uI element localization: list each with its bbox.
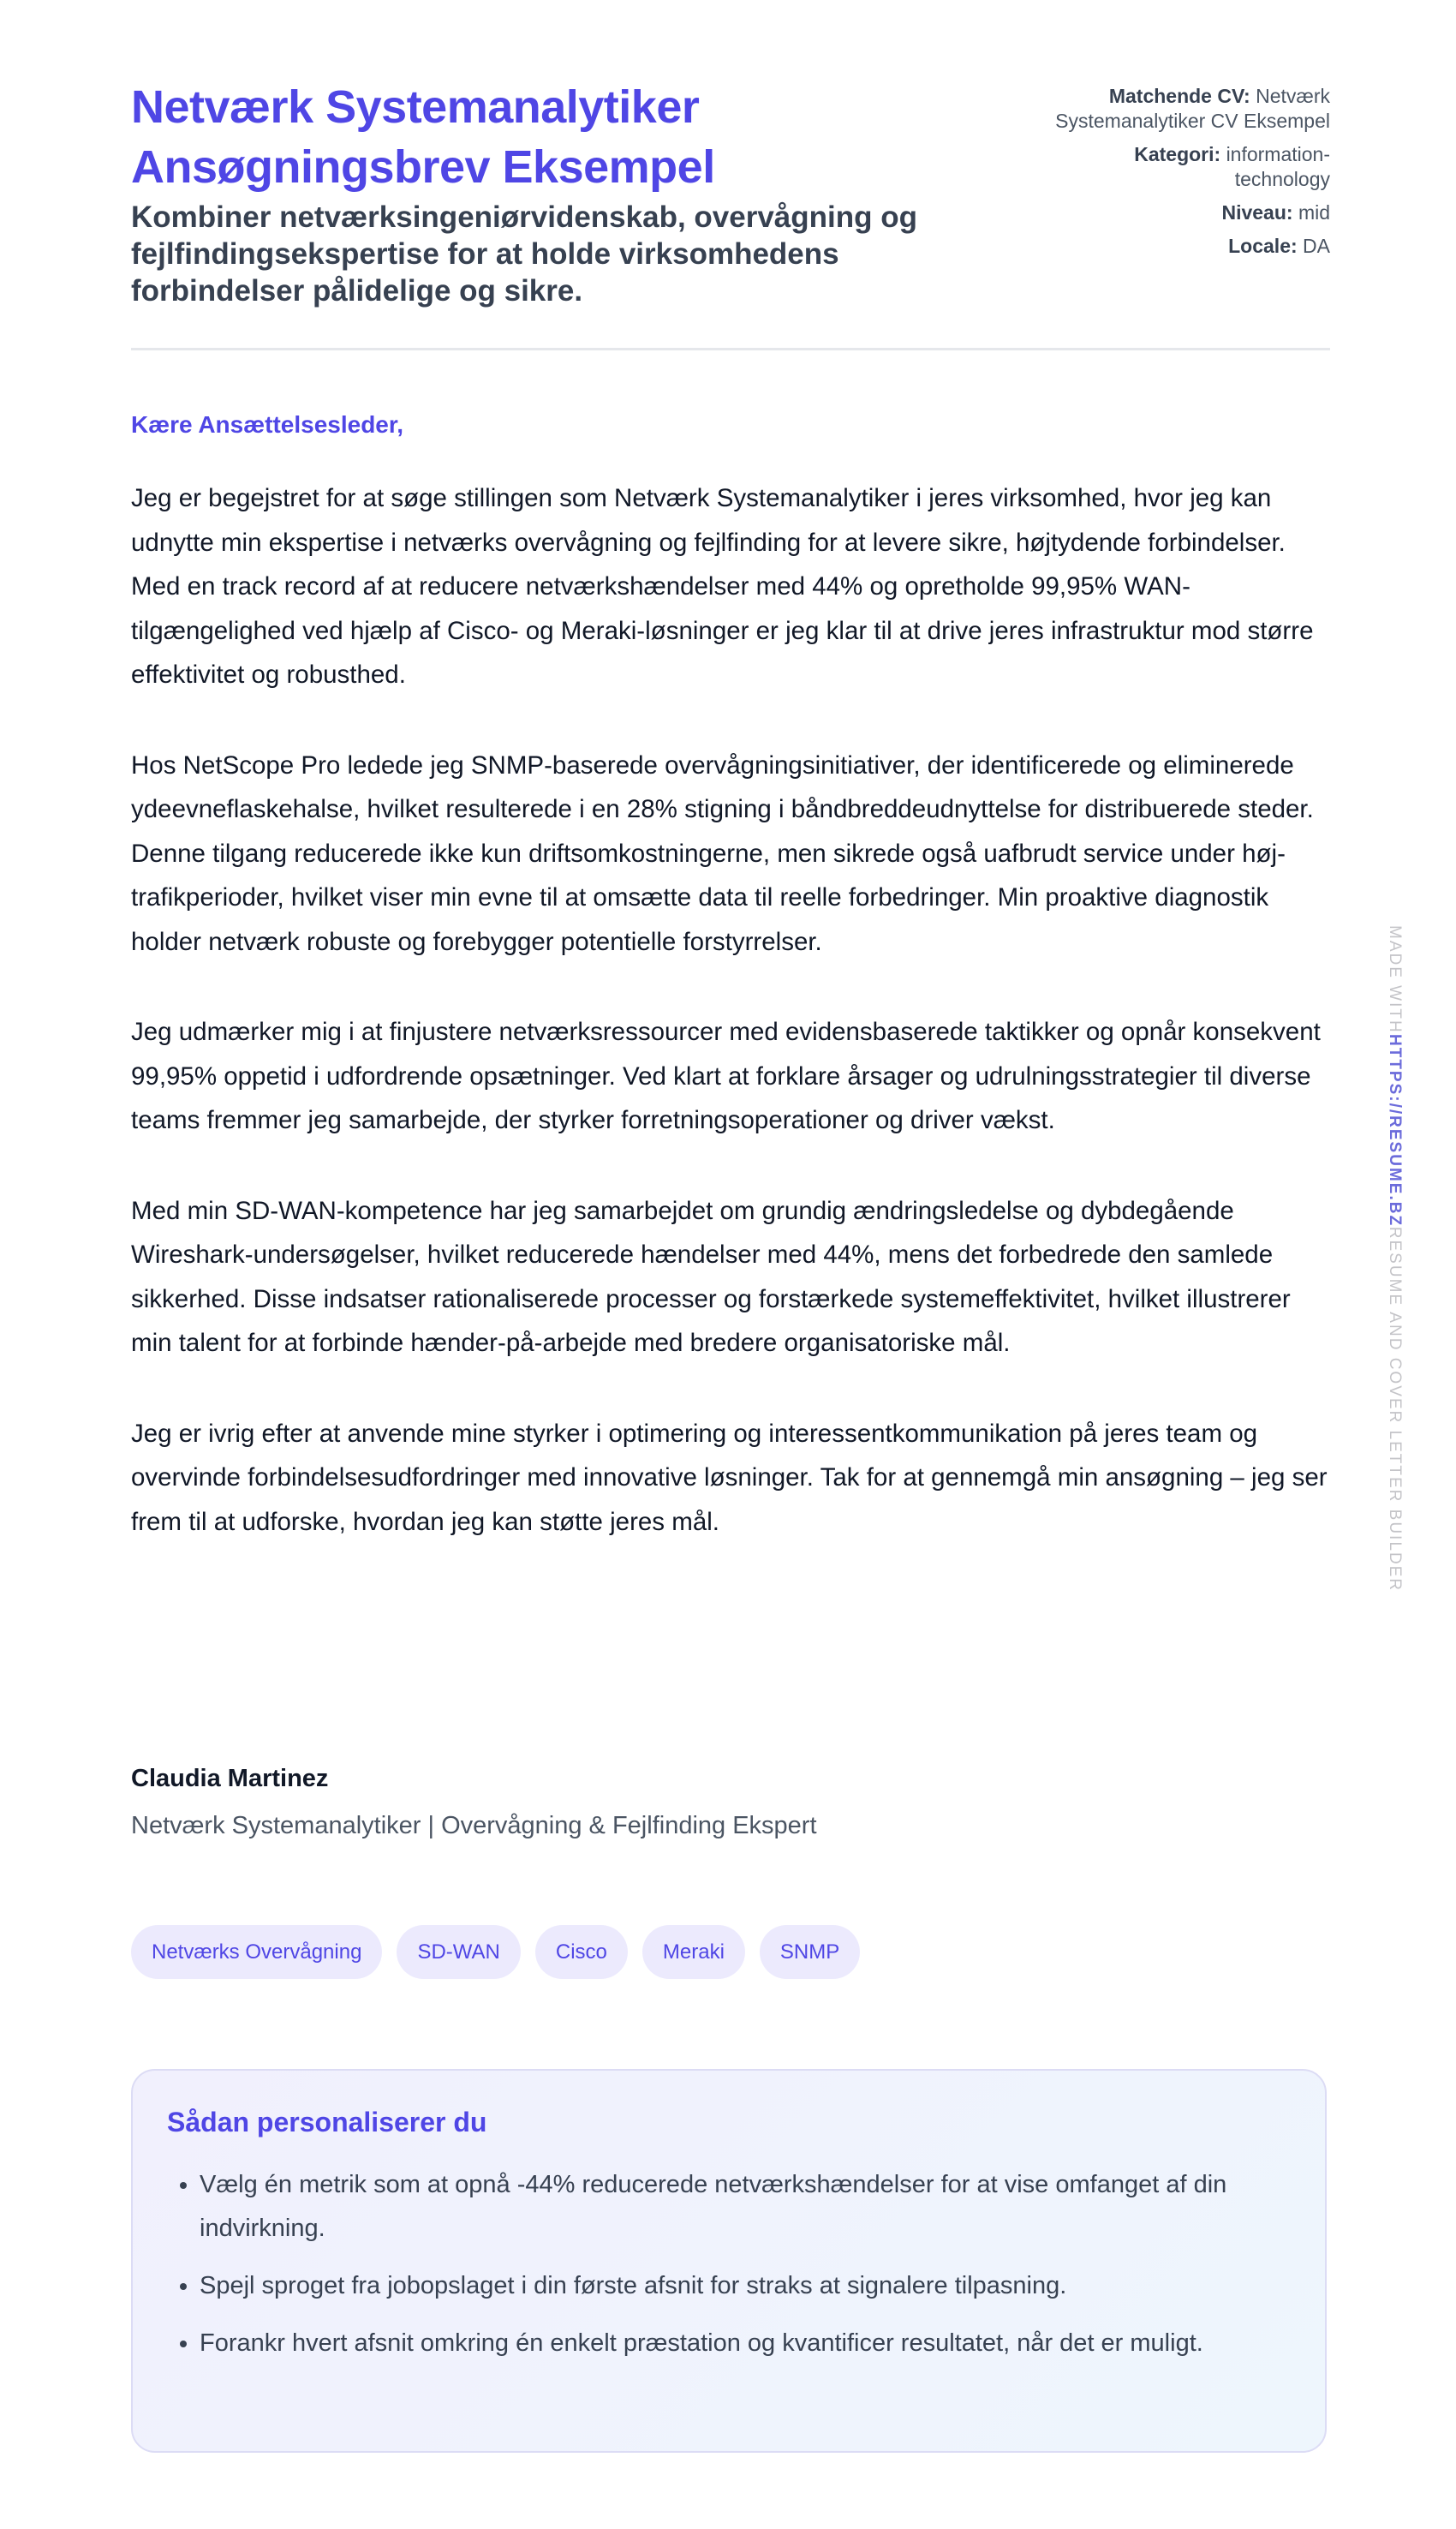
skill-tag: Meraki (642, 1925, 745, 1979)
personalization-tips (131, 2069, 1327, 2453)
paragraph: Jeg er ivrig efter at anvende mine styrker i optimering og interessentkommunikation på jeres team og overvinde forbindelsesudfordringer med innovative løsninger. Tak for at gennemgå min ansøgning – jeg ser frem til at udforske, hvordan jeg kan støtte jeres mål. (131, 1419, 1328, 1536)
cover-letter-page (131, 0, 1330, 2357)
meta-category: Kategori: information-technology (1134, 143, 1330, 190)
skill-tag: Netværks Overvågning (131, 1925, 382, 1979)
letter-body (131, 476, 1330, 1590)
signature (131, 1765, 817, 1840)
tip-item: • Forankr hvert afsnit omkring én enkelt præstation og kvantificer resultatet, når det er muligt. (200, 2322, 1304, 2365)
paragraph: Jeg er begejstret for at søge stillingen som Netværk Systemanalytiker i jeres virksomhed, hvor jeg kan udnytte min ekspertise i netværks overvågning og fejlfinding for at levere sikre, højtydende forbindelser. Med en track record af at reducere netværkshændelser med 44% og opretholde 99,95% WAN-tilgængelighed ved hjælp af Cisco- og Meraki-løsninger er jeg klar til at drive jeres infrastruktur mod større effektivitet og robusthed. (131, 484, 1314, 689)
skill-tag: Cisco (535, 1925, 628, 1979)
watermark: MADE WITHHTTPS://RESUME.BZRESUME AND COVER LETTER BUILDER (1386, 925, 1404, 1593)
title-line: Netværk Systemanalytiker (131, 81, 700, 133)
signature-name: Claudia Martinez (131, 1765, 329, 1792)
page-subtitle: Kombiner netværksingeniørvidenskab, overvågning og fejlfindingsekspertise for at holde virksomhedens forbindelser pålidelige og sikre. (131, 200, 917, 308)
page-title (131, 77, 988, 197)
tips-list (167, 2163, 1304, 2379)
paragraph: Hos NetScope Pro ledede jeg SNMP-baserede overvågningsinitiativer, der identificerede og eliminerede ydeevneflaskehalse, hvilket resulterede i en 28% stigning i båndbreddeudnyttelse for distribuerede steder. Denne tilgang reducerede ikke kun driftsomkostningerne, men sikrede også uafbrudt service under høj-trafikperioder, hvilket viser min evne til at omsætte data til reelle forbedringer. Min proaktive diagnostik holder netværk robuste og forebygger potentielle forstyrrelser. (131, 750, 1314, 956)
meta-level: Niveau: mid (1221, 201, 1330, 224)
meta-locale: Locale: DA (1228, 235, 1330, 257)
meta-panel (1039, 84, 1330, 267)
greeting: Kære Ansættelsesleder, (131, 411, 403, 438)
tip-item: • Vælg én metrik som at opnå -44% reducerede netværkshændelser for at vise omfanget af din indvirkning. (200, 2163, 1304, 2251)
skill-tags (131, 1925, 860, 1979)
resume-bz-link[interactable]: HTTPS://RESUME.BZ (1386, 1033, 1404, 1227)
skill-tag: SD-WAN (397, 1925, 520, 1979)
tip-item: • Spejl sproget fra jobopslaget i din første afsnit for straks at signalere tilpasning. (200, 2264, 1304, 2308)
title-line: Ansøgningsbrev Eksempel (131, 141, 715, 193)
paragraph: Jeg udmærker mig i at finjustere netværksressourcer med evidensbaserede taktikker og opnår konsekvent 99,95% oppetid i udfordrende opsætninger. Ved klart at forklare årsager og udrulningsstrategier til diverse teams fremmer jeg samarbejde, der styrker forretningsoperationer og driver vækst. (131, 1018, 1321, 1134)
header (131, 0, 1330, 350)
tips-title: Sådan personaliserer du (167, 2107, 487, 2137)
skill-tag: SNMP (760, 1925, 860, 1979)
paragraph: Med min SD-WAN-kompetence har jeg samarbejdet om grundig ændringsledelse og dybdegående Wireshark-undersøgelser, hvilket reducerede hændelser med 44%, mens det forbedrede den samlede sikkerhed. Disse indsatser rationaliserede processer og forstærkede systemeffektivitet, hvilket illustrerer min talent for at forbinde hænder-på-arbejde med bredere organisatoriske mål. (131, 1196, 1291, 1357)
signature-role: Netværk Systemanalytiker | Overvågning & Fejlfinding Ekspert (131, 1812, 817, 1839)
meta-cv: Matchende CV: Netværk Systemanalytiker CV Eksempel (1055, 85, 1330, 132)
